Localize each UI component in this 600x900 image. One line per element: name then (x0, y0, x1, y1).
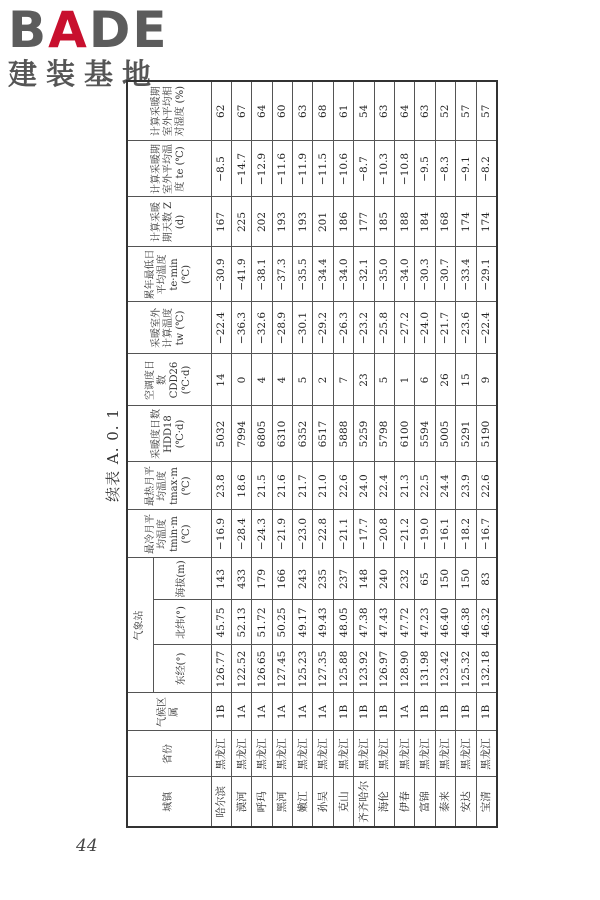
cell-tmin: −21.9 (272, 510, 292, 558)
cell-z: 225 (231, 197, 251, 247)
cell-rh: 61 (333, 81, 353, 141)
cell-tw: −32.6 (252, 302, 272, 354)
header-cdd: 空调度日数 CDD26 (℃·d) (127, 354, 211, 406)
cell-tw: −25.8 (374, 302, 394, 354)
cell-alt: 433 (231, 558, 251, 600)
cell-tmax: 21.5 (252, 462, 272, 510)
cell-tmin: −16.1 (435, 510, 455, 558)
cell-z: 167 (211, 197, 231, 247)
cell-lat: 50.25 (272, 600, 292, 645)
cell-te: −8.7 (354, 141, 374, 197)
cell-te: −9.5 (415, 141, 435, 197)
cell-province: 黑龙江 (354, 731, 374, 777)
table-row (313, 81, 333, 827)
cell-city: 哈尔滨 (211, 777, 231, 827)
cell-tlow: −29.1 (476, 247, 497, 302)
page-number: 44 (76, 836, 98, 856)
cell-hdd: 5888 (333, 406, 353, 462)
cell-lon: 127.35 (313, 645, 333, 693)
table-row (435, 81, 455, 827)
rotated-table-page (100, 80, 500, 830)
cell-city: 呼玛 (252, 777, 272, 827)
cell-rh: 57 (456, 81, 476, 141)
cell-tw: −21.7 (435, 302, 455, 354)
header-zone: 气候区属 (127, 693, 211, 731)
cell-province: 黑龙江 (231, 731, 251, 777)
cell-city: 伊春 (395, 777, 415, 827)
cell-city: 齐齐哈尔 (354, 777, 374, 827)
cell-lon: 128.90 (395, 645, 415, 693)
cell-lat: 47.43 (374, 600, 394, 645)
cell-tlow: −37.3 (272, 247, 292, 302)
cell-alt: 150 (435, 558, 455, 600)
cell-province: 黑龙江 (333, 731, 353, 777)
cell-zone: 1B (435, 693, 455, 731)
cell-tw: −28.9 (272, 302, 292, 354)
cell-lon: 126.65 (252, 645, 272, 693)
table-row (476, 81, 497, 827)
header-lat: 北纬(°) (153, 600, 211, 645)
cell-z: 184 (415, 197, 435, 247)
table-row (333, 81, 353, 827)
cell-cdd: 4 (252, 354, 272, 406)
cell-tw: −36.3 (231, 302, 251, 354)
cell-alt: 243 (293, 558, 313, 600)
cell-cdd: 15 (456, 354, 476, 406)
cell-alt: 179 (252, 558, 272, 600)
cell-rh: 60 (272, 81, 292, 141)
cell-tmin: −16.9 (211, 510, 231, 558)
cell-cdd: 26 (435, 354, 455, 406)
cell-lat: 47.23 (415, 600, 435, 645)
table-header (127, 81, 211, 827)
cell-lat: 47.72 (395, 600, 415, 645)
cell-hdd: 5005 (435, 406, 455, 462)
cell-z: 174 (476, 197, 497, 247)
cell-tlow: −34.4 (313, 247, 333, 302)
cell-lat: 45.75 (211, 600, 231, 645)
cell-hdd: 6310 (272, 406, 292, 462)
cell-hdd: 5594 (415, 406, 435, 462)
cell-tmin: −22.8 (313, 510, 333, 558)
table-row (272, 81, 292, 827)
cell-rh: 63 (415, 81, 435, 141)
cell-cdd: 5 (293, 354, 313, 406)
table-row (395, 81, 415, 827)
cell-cdd: 1 (395, 354, 415, 406)
cell-province: 黑龙江 (313, 731, 333, 777)
cell-hdd: 5798 (374, 406, 394, 462)
cell-hdd: 5259 (354, 406, 374, 462)
cell-lat: 46.32 (476, 600, 497, 645)
cell-rh: 52 (435, 81, 455, 141)
logo-accent-letter: A (48, 1, 89, 59)
table-row (252, 81, 272, 827)
cell-city: 泰来 (435, 777, 455, 827)
cell-province: 黑龙江 (456, 731, 476, 777)
cell-cdd: 9 (476, 354, 497, 406)
cell-zone: 1B (354, 693, 374, 731)
header-rh: 计算采暖期室外平均相对湿度 (%) (127, 81, 211, 141)
cell-lat: 49.17 (293, 600, 313, 645)
cell-lat: 47.38 (354, 600, 374, 645)
table-row (231, 81, 251, 827)
cell-tw: −27.2 (395, 302, 415, 354)
cell-province: 黑龙江 (435, 731, 455, 777)
cell-rh: 64 (252, 81, 272, 141)
cell-rh: 57 (476, 81, 497, 141)
cell-tlow: −30.3 (415, 247, 435, 302)
cell-tmin: −16.7 (476, 510, 497, 558)
cell-hdd: 6805 (252, 406, 272, 462)
cell-tw: −30.1 (293, 302, 313, 354)
cell-province: 黑龙江 (476, 731, 497, 777)
cell-zone: 1B (374, 693, 394, 731)
header-alt: 海拔(m) (153, 558, 211, 600)
cell-province: 黑龙江 (211, 731, 231, 777)
cell-city: 嫩江 (293, 777, 313, 827)
cell-z: 185 (374, 197, 394, 247)
header-te: 计算采暖期室外平均温度 te (℃) (127, 141, 211, 197)
cell-tw: −23.2 (354, 302, 374, 354)
cell-tmin: −18.2 (456, 510, 476, 558)
cell-zone: 1A (272, 693, 292, 731)
header-tmax: 最热月平均温度 tmax·m (℃) (127, 462, 211, 510)
cell-tlow: −34.0 (395, 247, 415, 302)
cell-hdd: 5032 (211, 406, 231, 462)
cell-alt: 143 (211, 558, 231, 600)
cell-lon: 131.98 (415, 645, 435, 693)
cell-te: −11.6 (272, 141, 292, 197)
cell-cdd: 0 (231, 354, 251, 406)
cell-alt: 237 (333, 558, 353, 600)
cell-z: 186 (333, 197, 353, 247)
cell-city: 克山 (333, 777, 353, 827)
cell-tmin: −21.2 (395, 510, 415, 558)
header-station-group: 气象站 (127, 558, 153, 693)
cell-tmax: 23.9 (456, 462, 476, 510)
cell-lon: 126.97 (374, 645, 394, 693)
cell-te: −8.3 (435, 141, 455, 197)
cell-zone: 1A (293, 693, 313, 731)
cell-lat: 51.72 (252, 600, 272, 645)
cell-tmax: 21.3 (395, 462, 415, 510)
cell-tmax: 24.0 (354, 462, 374, 510)
cell-alt: 232 (395, 558, 415, 600)
table-body (211, 81, 497, 827)
cell-te: −11.9 (293, 141, 313, 197)
cell-province: 黑龙江 (252, 731, 272, 777)
table-row (354, 81, 374, 827)
cell-province: 黑龙江 (395, 731, 415, 777)
logo-subtitle: 建装基地 (8, 57, 161, 91)
cell-province: 黑龙江 (415, 731, 435, 777)
cell-hdd: 6100 (395, 406, 415, 462)
cell-tw: −22.4 (211, 302, 231, 354)
cell-cdd: 4 (272, 354, 292, 406)
cell-city: 海伦 (374, 777, 394, 827)
cell-province: 黑龙江 (272, 731, 292, 777)
cell-lon: 125.32 (456, 645, 476, 693)
table-title: 续表 A. 0. 1 (104, 408, 122, 502)
cell-tlow: −34.0 (333, 247, 353, 302)
cell-tw: −24.0 (415, 302, 435, 354)
cell-tmin: −21.1 (333, 510, 353, 558)
cell-zone: 1B (333, 693, 353, 731)
cell-city: 孙吴 (313, 777, 333, 827)
cell-tmin: −24.3 (252, 510, 272, 558)
cell-tw: −26.3 (333, 302, 353, 354)
cell-z: 188 (395, 197, 415, 247)
cell-alt: 166 (272, 558, 292, 600)
cell-cdd: 23 (354, 354, 374, 406)
cell-zone: 1B (415, 693, 435, 731)
cell-cdd: 5 (374, 354, 394, 406)
cell-z: 174 (456, 197, 476, 247)
cell-lon: 126.77 (211, 645, 231, 693)
table-row (374, 81, 394, 827)
cell-rh: 68 (313, 81, 333, 141)
cell-alt: 65 (415, 558, 435, 600)
cell-te: −11.5 (313, 141, 333, 197)
table-row (293, 81, 313, 827)
cell-zone: 1A (395, 693, 415, 731)
cell-alt: 240 (374, 558, 394, 600)
cell-lat: 46.40 (435, 600, 455, 645)
cell-lat: 48.05 (333, 600, 353, 645)
cell-rh: 63 (374, 81, 394, 141)
cell-cdd: 6 (415, 354, 435, 406)
header-z: 计算采暖期天数 Z (d) (127, 197, 211, 247)
cell-cdd: 7 (333, 354, 353, 406)
cell-zone: 1B (211, 693, 231, 731)
cell-lon: 125.23 (293, 645, 313, 693)
cell-rh: 54 (354, 81, 374, 141)
cell-tw: −29.2 (313, 302, 333, 354)
header-lon: 东经(°) (153, 645, 211, 693)
cell-lon: 127.45 (272, 645, 292, 693)
cell-city: 富锦 (415, 777, 435, 827)
cell-tmin: −17.7 (354, 510, 374, 558)
cell-z: 202 (252, 197, 272, 247)
cell-tmin: −20.8 (374, 510, 394, 558)
cell-tlow: −30.9 (211, 247, 231, 302)
cell-alt: 150 (456, 558, 476, 600)
cell-tmin: −19.0 (415, 510, 435, 558)
cell-tmax: 21.6 (272, 462, 292, 510)
cell-zone: 1B (456, 693, 476, 731)
header-province: 省份 (127, 731, 211, 777)
cell-z: 201 (313, 197, 333, 247)
cell-te: −10.3 (374, 141, 394, 197)
cell-alt: 235 (313, 558, 333, 600)
cell-rh: 62 (211, 81, 231, 141)
header-hdd: 采暖度日数 HDD18 (℃·d) (127, 406, 211, 462)
cell-tlow: −32.1 (354, 247, 374, 302)
cell-city: 漠河 (231, 777, 251, 827)
cell-zone: 1A (313, 693, 333, 731)
cell-z: 168 (435, 197, 455, 247)
climate-data-table (126, 80, 498, 828)
cell-tmax: 22.6 (333, 462, 353, 510)
cell-te: −9.1 (456, 141, 476, 197)
header-tlow: 累年最低日平均温度 te·min (℃) (127, 247, 211, 302)
cell-z: 193 (293, 197, 313, 247)
cell-zone: 1B (476, 693, 497, 731)
cell-alt: 83 (476, 558, 497, 600)
table-row (456, 81, 476, 827)
cell-te: −8.5 (211, 141, 231, 197)
cell-hdd: 5190 (476, 406, 497, 462)
cell-tmin: −28.4 (231, 510, 251, 558)
cell-province: 黑龙江 (293, 731, 313, 777)
cell-tlow: −30.7 (435, 247, 455, 302)
header-tmin: 最冷月平均温度 tmin·m (℃) (127, 510, 211, 558)
logo-word-text: BADE (8, 1, 169, 59)
cell-rh: 63 (293, 81, 313, 141)
cell-city: 安达 (456, 777, 476, 827)
cell-zone: 1A (252, 693, 272, 731)
cell-te: −8.2 (476, 141, 497, 197)
logo-wordmark (8, 2, 188, 58)
cell-tmin: −23.0 (293, 510, 313, 558)
cell-te: −10.6 (333, 141, 353, 197)
cell-lat: 49.43 (313, 600, 333, 645)
cell-lat: 52.13 (231, 600, 251, 645)
cell-rh: 67 (231, 81, 251, 141)
cell-z: 193 (272, 197, 292, 247)
cell-tlow: −38.1 (252, 247, 272, 302)
cell-tmax: 22.5 (415, 462, 435, 510)
cell-tw: −23.6 (456, 302, 476, 354)
cell-rh: 64 (395, 81, 415, 141)
cell-cdd: 14 (211, 354, 231, 406)
cell-tlow: −35.5 (293, 247, 313, 302)
header-city: 城镇 (127, 777, 211, 827)
cell-te: −14.7 (231, 141, 251, 197)
cell-tmax: 24.4 (435, 462, 455, 510)
cell-tmax: 22.4 (374, 462, 394, 510)
cell-hdd: 7994 (231, 406, 251, 462)
cell-lon: 123.92 (354, 645, 374, 693)
cell-cdd: 2 (313, 354, 333, 406)
header-tw: 采暖室外计算温度 tw (℃) (127, 302, 211, 354)
cell-te: −10.8 (395, 141, 415, 197)
cell-z: 177 (354, 197, 374, 247)
cell-tmax: 23.8 (211, 462, 231, 510)
cell-lon: 123.42 (435, 645, 455, 693)
cell-tmax: 21.7 (293, 462, 313, 510)
cell-hdd: 6352 (293, 406, 313, 462)
cell-tmax: 21.0 (313, 462, 333, 510)
cell-tmax: 22.6 (476, 462, 497, 510)
cell-lon: 125.88 (333, 645, 353, 693)
cell-city: 宝清 (476, 777, 497, 827)
cell-te: −12.9 (252, 141, 272, 197)
table-row (415, 81, 435, 827)
cell-tmax: 18.6 (231, 462, 251, 510)
cell-lon: 122.52 (231, 645, 251, 693)
cell-tlow: −33.4 (456, 247, 476, 302)
cell-tw: −22.4 (476, 302, 497, 354)
cell-alt: 148 (354, 558, 374, 600)
cell-province: 黑龙江 (374, 731, 394, 777)
cell-hdd: 6517 (313, 406, 333, 462)
cell-lat: 46.38 (456, 600, 476, 645)
cell-hdd: 5291 (456, 406, 476, 462)
cell-tlow: −35.0 (374, 247, 394, 302)
cell-lon: 132.18 (476, 645, 497, 693)
cell-tlow: −41.9 (231, 247, 251, 302)
cell-zone: 1A (231, 693, 251, 731)
table-row (211, 81, 231, 827)
cell-city: 黑河 (272, 777, 292, 827)
